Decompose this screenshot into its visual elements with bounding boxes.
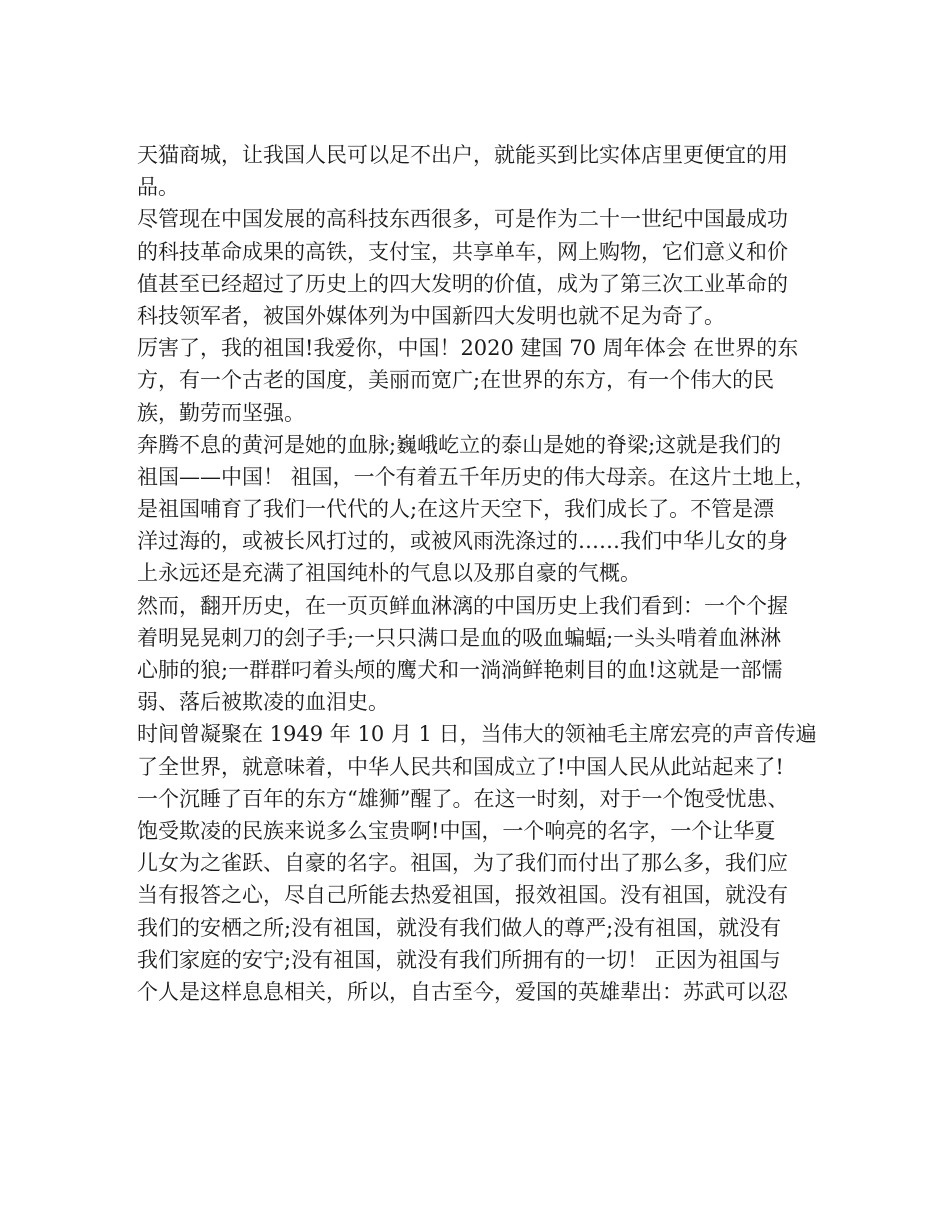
text-line: 我们家庭的安宁;没有祖国，就没有我们所拥有的一切！ 正因为祖国与 [137,947,781,972]
text-line: 祖国——中国！ 祖国，一个有着五千年历史的伟大母亲。在这片土地上， [137,464,816,489]
text-line: 的科技革命成果的高铁，支付宝，共享单车，网上购物，它们意义和价 [137,239,788,264]
text-line: 时间曾凝聚在 1949 年 10 月 1 日，当伟大的领袖毛主席宏亮的声音传遍 [137,722,817,747]
text-line: 品。 [137,175,179,200]
text-line: 科技领军者，被国外媒体列为中国新四大发明也就不足为奇了。 [137,303,725,328]
text-line: 弱、落后被欺凌的血泪史。 [137,690,389,715]
text-line: 心肺的狼;一群群叼着头颅的鹰犬和一淌淌鲜艳刺目的血!这就是一部懦 [137,658,783,682]
text-line: 尽管现在中国发展的高科技东西很多，可是作为二十一世纪中国最成功 [137,207,788,232]
document-body [137,139,817,1008]
text-line: 个人是这样息息相关，所以，自古至今，爱国的英雄辈出：苏武可以忍 [137,979,788,1004]
text-line: 值甚至已经超过了历史上的四大发明的价值，成为了第三次工业革命的 [137,271,788,296]
text-line: 当有报答之心，尽自己所能去热爱祖国，报效祖国。没有祖国，就没有 [137,883,788,908]
text-line: 着明晃晃刺刀的刽子手;一只只满口是血的吸血蝙蝠;一头头啃着血淋淋 [137,625,782,650]
text-line: 厉害了，我的祖国!我爱你，中国！2020 建国 70 周年体会 在世界的东 [137,336,799,361]
text-line: 了全世界，就意味着，中华人民共和国成立了!中国人民从此站起来了! [137,754,784,779]
text-line: 是祖国哺育了我们一代代的人;在这片天空下，我们成长了。不管是漂 [137,497,775,522]
text-line: 一个沉睡了百年的东方“雄狮”醒了。在这一时刻，对于一个饱受忧患、 [137,786,789,811]
text-line: 我们的安栖之所;没有祖国，就没有我们做人的尊严;没有祖国，就没有 [137,915,782,940]
text-line: 儿女为之雀跃、自豪的名字。祖国，为了我们而付出了那么多，我们应 [137,851,788,876]
text-line: 上永远还是充满了祖国纯朴的气息以及那自豪的气概。 [137,561,641,586]
text-line: 族，勤劳而坚强。 [137,400,305,425]
text-line: 然而，翻开历史，在一页页鲜血淋漓的中国历史上我们看到：一个个握 [137,593,788,618]
text-line: 奔腾不息的黄河是她的血脉;巍峨屹立的泰山是她的脊梁;这就是我们的 [137,432,782,457]
text-line: 天猫商城，让我国人民可以足不出户，就能买到比实体店里更便宜的用 [137,143,788,167]
text-line: 饱受欺凌的民族来说多么宝贵啊!中国，一个响亮的名字，一个让华夏 [137,818,776,843]
text-line: 洋过海的，或被长风打过的，或被风雨洗涤过的……我们中华儿女的身 [137,529,788,554]
text-line: 方，有一个古老的国度，美丽而宽广;在世界的东方，有一个伟大的民 [137,368,775,393]
